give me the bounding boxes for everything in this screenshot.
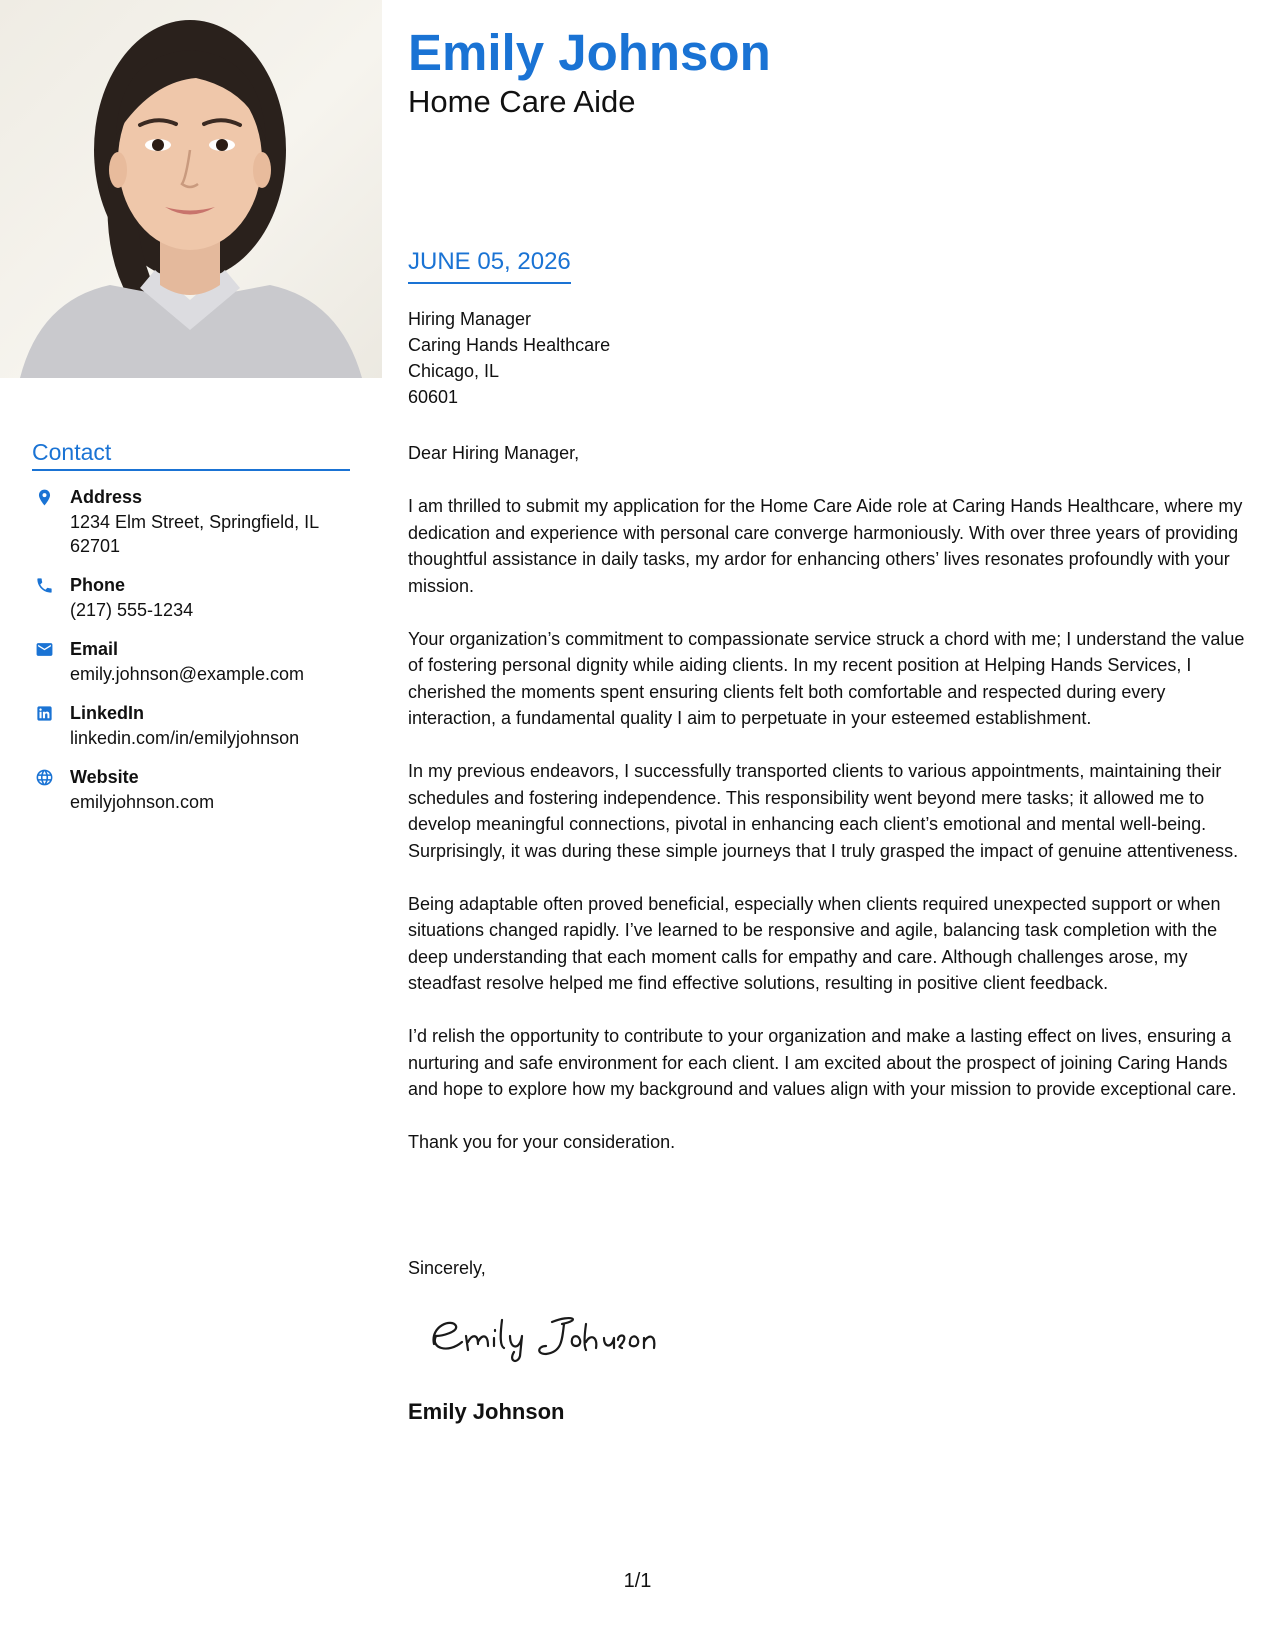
letter-date: JUNE 05, 2026 bbox=[408, 247, 571, 284]
contact-item-phone bbox=[32, 573, 350, 622]
contact-heading: Contact bbox=[32, 438, 350, 471]
address-value: 1234 Elm Street, Springfield, IL 62701 bbox=[70, 512, 319, 556]
envelope-icon bbox=[34, 639, 54, 659]
linkedin-value[interactable]: linkedin.com/in/emilyjohnson bbox=[70, 728, 300, 748]
letter-body bbox=[408, 440, 1248, 1182]
contact-item-email bbox=[32, 637, 350, 686]
paragraph-4: Being adaptable often proved beneficial, especially when clients required unexpected support or when situations changed rapidly. I’ve learned to be responsive and agile, balancing task completion with the deep understanding that each moment calls for empathy and care. Although challenges arose, my steadfast resolve helped me find effective solutions, resulting in positive client feedback. bbox=[408, 893, 1221, 993]
page-number: 1/1 bbox=[623, 1570, 652, 1592]
location-pin-icon bbox=[34, 487, 54, 507]
phone-icon bbox=[34, 575, 54, 595]
phone-value[interactable]: (217) 555-1234 bbox=[70, 600, 194, 620]
recipient-zip: 60601 bbox=[408, 387, 459, 407]
contact-list bbox=[32, 485, 350, 814]
recipient-city: Chicago, IL bbox=[408, 361, 500, 381]
recipient-block bbox=[408, 306, 1248, 410]
paragraph-5: I’d relish the opportunity to contribute to your organization and make a lasting effect on lives, ensuring a nurturing and safe environment for each client. I am excited about the prospect of joining Caring Hands and hope to explore how my background and values align with your mission to provide exceptional care. bbox=[408, 1026, 1237, 1099]
closing: Sincerely, bbox=[408, 1258, 486, 1278]
contact-section bbox=[32, 438, 350, 829]
signature-image bbox=[422, 1306, 682, 1366]
linkedin-icon bbox=[34, 703, 54, 723]
paragraph-2: Your organization’s commitment to compassionate service struck a chord with me; I understand the value of fostering personal dignity while aiding clients. In my recent position at Helping Hands Services, I cherished the moments spent ensuring clients felt both comfortable and respected during every interaction, a fundamental quality I aim to perpetuate in your esteemed establishment. bbox=[408, 628, 1245, 728]
signer-name: Emily Johnson bbox=[408, 1399, 565, 1424]
globe-icon bbox=[34, 767, 54, 787]
salutation: Dear Hiring Manager, bbox=[408, 443, 580, 463]
contact-label: Email bbox=[70, 639, 119, 659]
contact-item-address bbox=[32, 485, 350, 558]
applicant-name: Emily Johnson bbox=[408, 24, 771, 81]
contact-label: LinkedIn bbox=[70, 703, 145, 723]
website-value[interactable]: emilyjohnson.com bbox=[70, 792, 215, 812]
applicant-role: Home Care Aide bbox=[408, 84, 636, 119]
email-value[interactable]: emily.johnson@example.com bbox=[70, 664, 305, 684]
recipient-title: Hiring Manager bbox=[408, 309, 532, 329]
paragraph-6: Thank you for your consideration. bbox=[408, 1132, 676, 1152]
contact-item-linkedin bbox=[32, 701, 350, 750]
paragraph-3: In my previous endeavors, I successfully transported clients to various appointments, maintaining their schedules and fostering independence. This responsibility went beyond mere tasks; it allowed me to develop meaningful connections, pivotal in enhancing each client’s emotional and mental well-being. Surprisingly, it was during these simple journeys that I truly grasped the impact of genuine attentiveness. bbox=[408, 761, 1239, 861]
paragraph-1: I am thrilled to submit my application for the Home Care Aide role at Caring Hands Healthcare, where my dedication and experience with personal care converge harmoniously. With over three years of providing thoughtful assistance in daily tasks, my ardor for enhancing others’ lives resonates profoundly with your mission. bbox=[408, 496, 1243, 596]
contact-item-website bbox=[32, 765, 350, 814]
contact-label: Address bbox=[70, 487, 143, 507]
profile-photo bbox=[0, 0, 382, 378]
recipient-company: Caring Hands Healthcare bbox=[408, 335, 611, 355]
contact-label: Phone bbox=[70, 575, 126, 595]
contact-label: Website bbox=[70, 767, 139, 787]
portrait-image bbox=[0, 0, 382, 378]
handwritten-signature bbox=[422, 1306, 682, 1366]
